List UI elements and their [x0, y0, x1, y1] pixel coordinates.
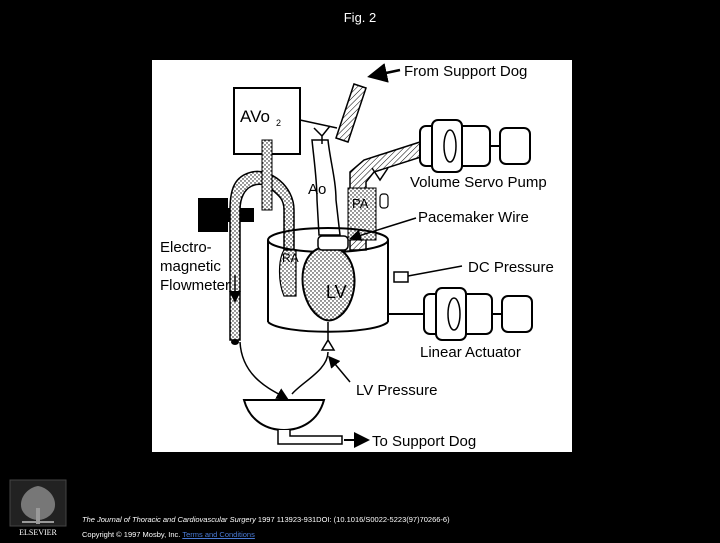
flowmeter-label-3: Flowmeter [160, 277, 231, 294]
inflow-tube [336, 84, 366, 142]
dc-pressure-label: DC Pressure [468, 259, 554, 276]
lv-pressure-label: LV Pressure [356, 382, 438, 399]
copyright-text: Copyright © 1997 Mosby, Inc. [82, 530, 183, 539]
linear-actuator [388, 288, 532, 340]
citation-details: 1997 113923-931DOI: (10.1016/S0022-5223(97)70266-6) [255, 515, 450, 524]
journal-name: The Journal of Thoracic and Cardiovascular Surgery [82, 515, 256, 524]
lv-pressure-arrow [330, 358, 350, 382]
copyright [82, 530, 255, 539]
to-support-dog-label: To Support Dog [372, 433, 477, 450]
dc-pressure-port [394, 272, 408, 282]
citation [82, 515, 450, 524]
terms-and-conditions-link[interactable]: Terms and Conditions [182, 530, 255, 539]
figure-title: Fig. 2 [343, 10, 377, 25]
flowmeter-label-2: magnetic [160, 258, 221, 275]
heart-preparation-diagram [152, 60, 572, 452]
from-support-dog-label: From Support Dog [404, 63, 528, 80]
linear-actuator-label: Linear Actuator [420, 344, 521, 361]
volume-servo-pump-label: Volume Servo Pump [410, 174, 547, 191]
reservoir [244, 400, 324, 430]
flowmeter-label-1: Electro- [160, 239, 212, 256]
ra-label: RA [282, 251, 299, 265]
volume-servo-pump [420, 120, 530, 172]
ao-label: Ao [308, 181, 327, 198]
avo2-label: AVo [240, 107, 270, 126]
avo2-subscript: 2 [276, 118, 282, 128]
flowmeter-probe [198, 198, 228, 232]
from-support-dog-arrow [372, 70, 400, 76]
pa-label: PA [352, 196, 369, 211]
pacemaker-wire-label: Pacemaker Wire [418, 209, 529, 226]
lv-label: LV [326, 282, 347, 302]
elsevier-logo [8, 478, 68, 538]
svg-text:ELSEVIER: ELSEVIER [19, 528, 57, 537]
